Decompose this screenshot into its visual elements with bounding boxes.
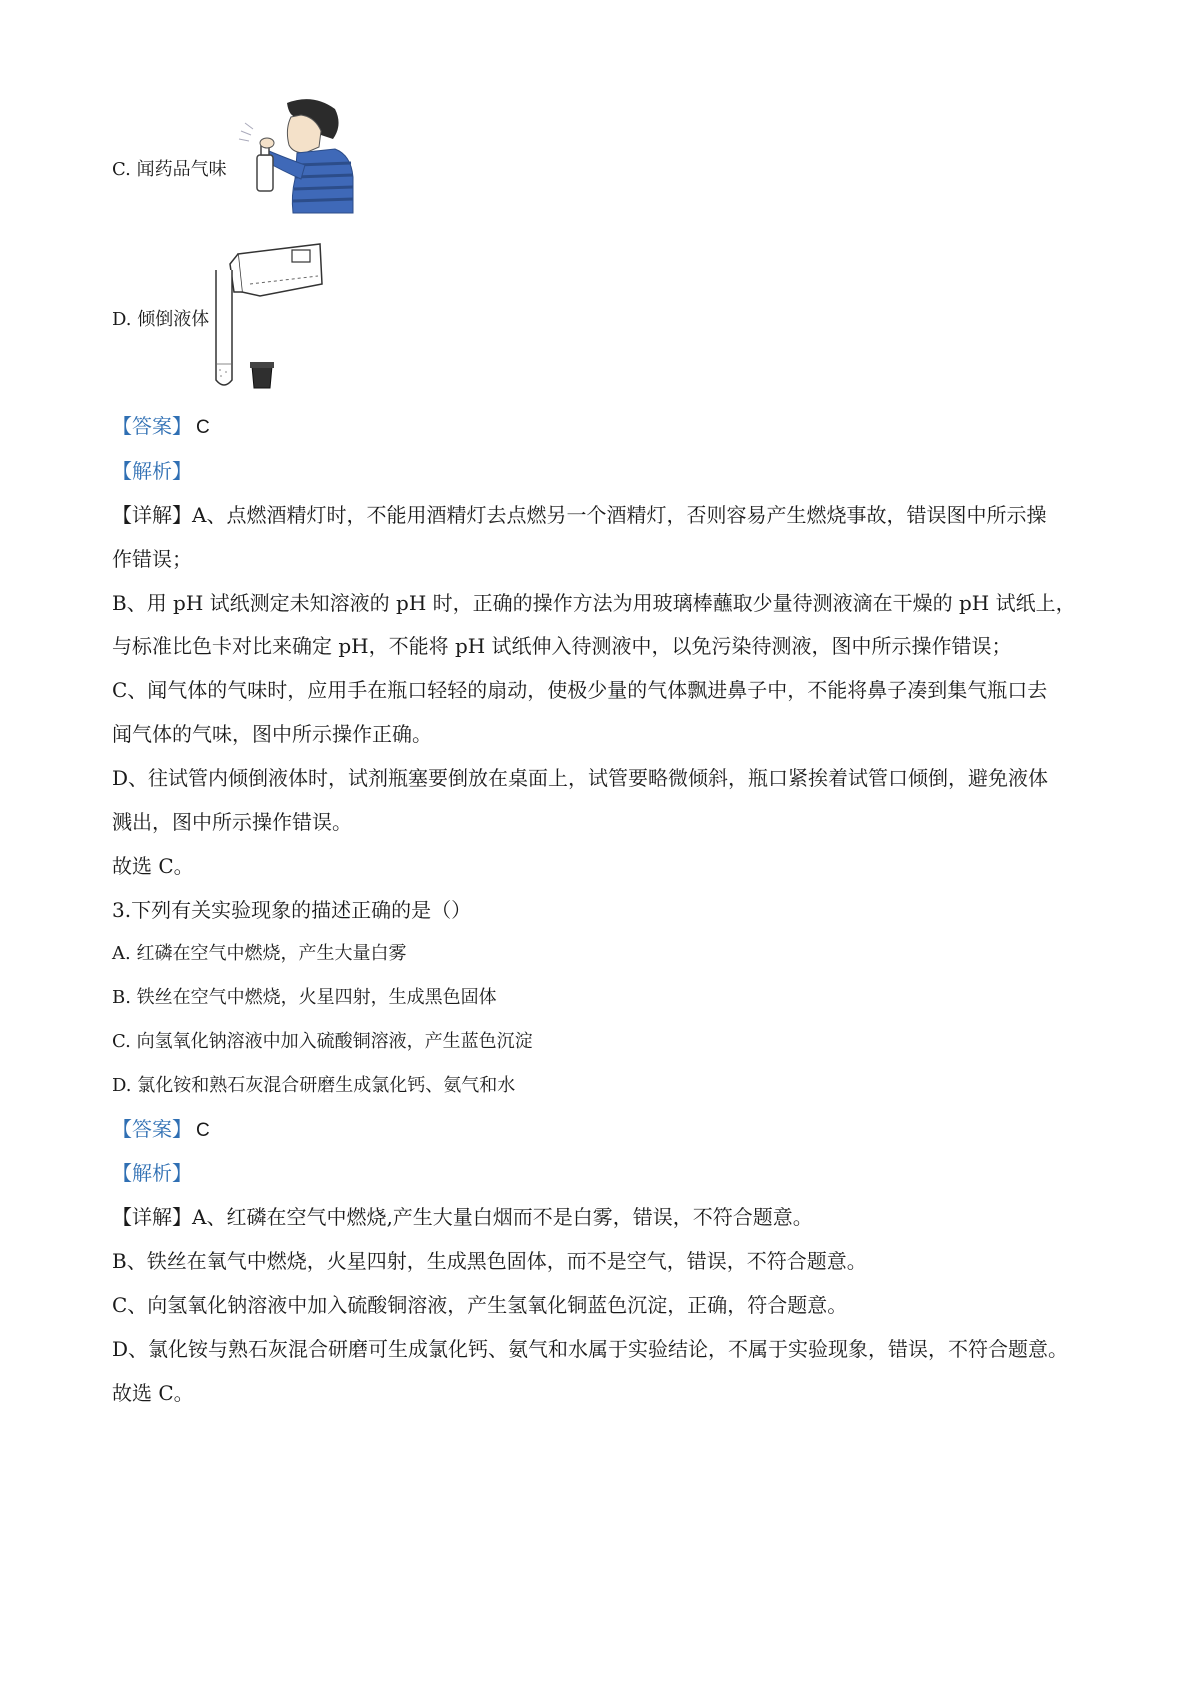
detail-line: 故选 C。 bbox=[112, 854, 194, 878]
detail-line: B、铁丝在氧气中燃烧，火星四射，生成黑色固体，而不是空气，错误，不符合题意。 bbox=[112, 1249, 867, 1273]
option-a: A. 红磷在空气中燃烧，产生大量白雾 bbox=[112, 943, 407, 964]
analysis-label: 【解析】 bbox=[112, 1161, 192, 1185]
option-c-text: C. 闻药品气味 bbox=[112, 159, 227, 180]
detail-line: 与标准比色卡对比来确定 pH，不能将 pH 试纸伸入待测液中，以免污染待测液，图中所示操作错误； bbox=[112, 634, 1012, 658]
person-smelling-figure bbox=[235, 95, 357, 217]
detail-line: 【详解】A、点燃酒精灯时，不能用酒精灯去点燃另一个酒精灯，否则容易产生燃烧事故，错误图中所示操 bbox=[112, 503, 1047, 527]
detail-line: 闻气体的气味，图中所示操作正确。 bbox=[112, 722, 432, 746]
detail-line: C、闻气体的气味时，应用手在瓶口轻轻的扇动，使极少量的气体飘进鼻子中，不能将鼻子凑到集气瓶口去 bbox=[112, 678, 1048, 702]
bottle-label bbox=[292, 250, 310, 262]
test-tube-shape bbox=[216, 270, 232, 385]
option-c: C. 向氢氧化钠溶液中加入硫酸铜溶液，产生蓝色沉淀 bbox=[112, 1031, 533, 1052]
option-b: B. 铁丝在空气中燃烧，火星四射，生成黑色固体 bbox=[112, 987, 497, 1008]
detail-line: 故选 C。 bbox=[112, 1381, 194, 1405]
answer-label: 【答案】 bbox=[112, 414, 192, 438]
detail-line: B、用 pH 试纸测定未知溶液的 pH 时，正确的操作方法为用玻璃棒蘸取少量待测液滴在干燥的 pH 试纸上， bbox=[112, 591, 1076, 615]
analysis-label: 【解析】 bbox=[112, 459, 192, 483]
answer-value: C bbox=[196, 417, 210, 438]
detail-line: 【详解】A、红磷在空气中燃烧,产生大量白烟而不是白雾，错误，不符合题意。 bbox=[112, 1205, 813, 1229]
sweater-shape bbox=[292, 149, 353, 213]
answer-value: C bbox=[196, 1120, 210, 1141]
pouring-liquid-figure bbox=[210, 240, 330, 392]
option-d-text: D. 倾倒液体 bbox=[112, 309, 210, 330]
detail-line: C、向氢氧化钠溶液中加入硫酸铜溶液，产生氢氧化铜蓝色沉淀，正确，符合题意。 bbox=[112, 1293, 848, 1317]
detail-line: D、氯化铵与熟石灰混合研磨可生成氯化钙、氨气和水属于实验结论，不属于实验现象，错误，不符合题意。 bbox=[112, 1337, 1069, 1361]
question-stem: 3.下列有关实验现象的描述正确的是（） bbox=[112, 898, 472, 922]
stopper-shape bbox=[252, 366, 272, 388]
option-d: D. 氯化铵和熟石灰混合研磨生成氯化钙、氨气和水 bbox=[112, 1075, 516, 1096]
answer-line bbox=[112, 1117, 210, 1143]
detail-line: 作错误； bbox=[112, 547, 192, 571]
bottle-shape bbox=[257, 155, 273, 191]
answer-line bbox=[112, 414, 210, 440]
detail-line: 溅出，图中所示操作错误。 bbox=[112, 810, 352, 834]
detail-line: D、往试管内倾倒液体时，试剂瓶塞要倒放在桌面上，试管要略微倾斜，瓶口紧挨着试管口倾倒，避免液体 bbox=[112, 766, 1049, 790]
answer-label: 【答案】 bbox=[112, 1117, 192, 1141]
